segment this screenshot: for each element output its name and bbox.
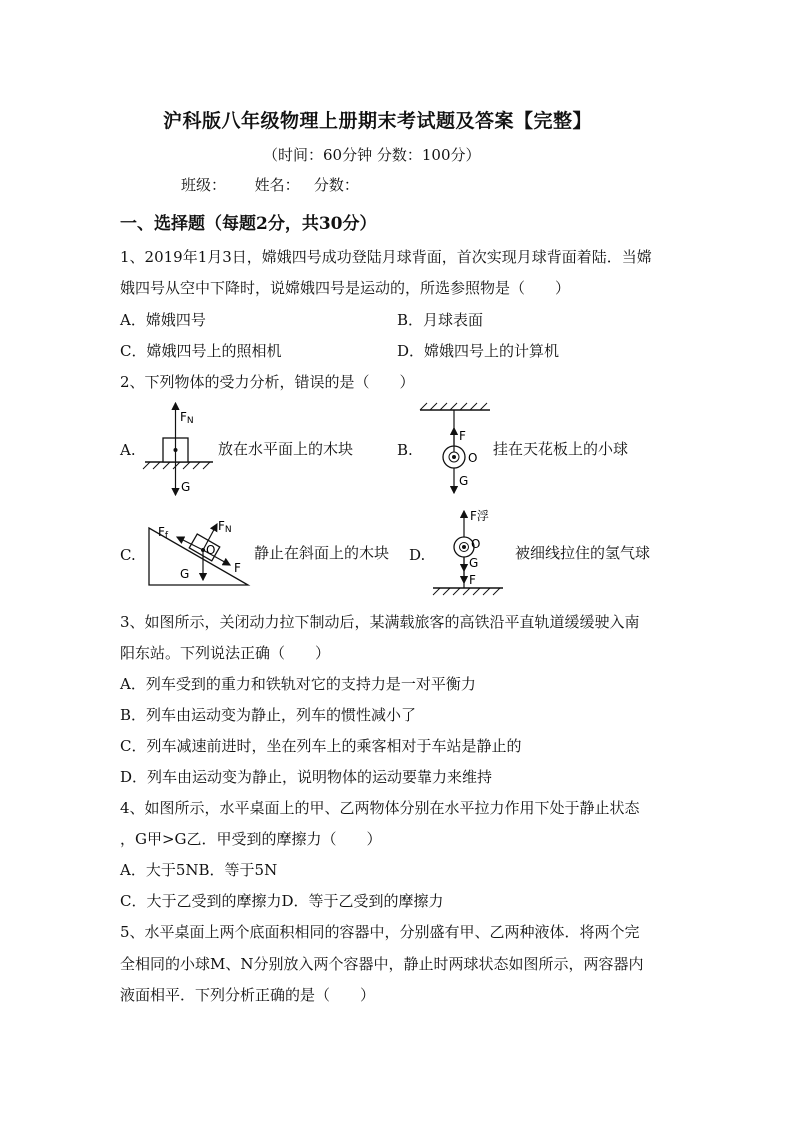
q2-stem: 2、下列物体的受力分析，错误的是（ ） <box>120 373 415 391</box>
q5-stem-line3: 液面相平．下列分析正确的是（ ） <box>120 986 376 1004</box>
student-info: 班级： 姓名： 分数： <box>181 176 359 194</box>
q3-option-d: D．列车由运动变为静止，说明物体的运动要靠力来维持 <box>120 768 493 786</box>
g-label: G <box>459 474 469 488</box>
q1-stem-line1: 1、2019年1月3日，嫦娥四号成功登陆月球背面，首次实现月球背面着陆．当嫦 <box>120 248 652 266</box>
o-label: O <box>471 537 481 551</box>
q2-option-d-letter: D. <box>409 546 426 564</box>
f-label: F <box>469 573 476 587</box>
q3-stem-line1: 3、如图所示，关闭动力拉下制动后，某满载旅客的高铁沿平直轨道缓缓驶入南 <box>120 613 640 631</box>
q2-option-c-text: 静止在斜面上的木块 <box>254 544 390 562</box>
page-title: 沪科版八年级物理上册期末考试题及答案【完整】 <box>163 110 593 132</box>
diagram-block-on-incline <box>140 508 255 588</box>
q4-stem-line2: ，G甲>G乙．甲受到的摩擦力（ ） <box>120 830 382 848</box>
ground-hatch <box>433 588 500 595</box>
float-label: F浮 <box>470 509 489 523</box>
q1-stem-line2: 娥四号从空中下降时，说嫦娥四号是运动的，所选参照物是（ ） <box>120 279 571 297</box>
q5-stem-line1: 5、水平桌面上两个底面积相同的容器中，分别盛有甲、乙两种液体．将两个完 <box>120 923 640 941</box>
q2-option-b-letter: B. <box>397 441 413 459</box>
g-label: G <box>181 480 191 494</box>
q1-option-c: C．嫦娥四号上的照相机 <box>120 342 282 360</box>
diagram-block-on-floor <box>140 395 220 500</box>
q3-option-b: B．列车由运动变为静止，列车的惯性减小了 <box>120 706 417 724</box>
q4-options-cd: C．大于乙受到的摩擦力D．等于乙受到的摩擦力 <box>120 892 444 910</box>
fn-label: FN <box>218 519 232 535</box>
g-label: G <box>469 556 479 570</box>
q4-stem-line1: 4、如图所示，水平桌面上的甲、乙两物体分别在水平拉力作用下处于静止状态 <box>120 799 640 817</box>
q3-option-c: C．列车减速前进时，坐在列车上的乘客相对于车站是静止的 <box>120 737 522 755</box>
q4-options-ab: A．大于5NB．等于5N <box>120 861 278 879</box>
q1-option-a: A．嫦娥四号 <box>120 311 206 329</box>
q1-option-d: D．嫦娥四号上的计算机 <box>397 342 560 360</box>
o-label: O <box>468 451 478 465</box>
q1-option-b: B．月球表面 <box>397 311 484 329</box>
q3-option-a: A．列车受到的重力和铁轨对它的支持力是一对平衡力 <box>120 675 476 693</box>
o-label: O <box>206 543 216 557</box>
fn-label: FN <box>180 410 194 426</box>
q2-option-b-text: 挂在天花板上的小球 <box>493 440 629 458</box>
diagram-hanging-ball <box>415 400 495 498</box>
f-label: F <box>234 561 241 575</box>
ff-label: Ff <box>158 525 169 541</box>
floor-hatch <box>143 462 210 469</box>
q3-stem-line2: 阳东站。下列说法正确（ ） <box>120 644 331 662</box>
q2-option-a-letter: A. <box>120 441 136 459</box>
q2-option-c-letter: C. <box>120 546 136 564</box>
exam-meta: （时间：60分钟 分数：100分） <box>263 146 481 164</box>
ceiling-hatch <box>420 403 487 410</box>
g-label: G <box>180 567 190 581</box>
f-label: F <box>459 429 466 443</box>
q5-stem-line2: 全相同的小球M、N分别放入两个容器中，静止时两球状态如图所示，两容器内 <box>120 955 644 973</box>
section-heading: 一、选择题（每题2分，共30分） <box>120 214 377 234</box>
q2-option-a-text: 放在水平面上的木块 <box>218 440 354 458</box>
diagram-tethered-balloon <box>428 505 513 597</box>
q2-option-d-text: 被细线拉住的氢气球 <box>515 544 651 562</box>
